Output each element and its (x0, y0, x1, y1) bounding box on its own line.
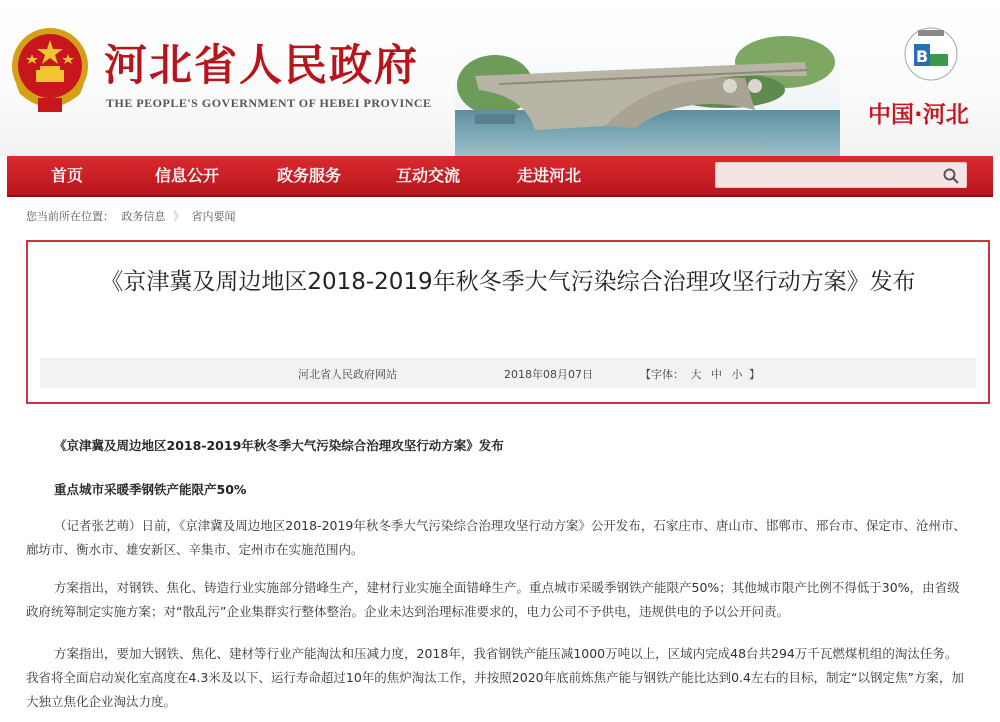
svg-text:B: B (916, 47, 929, 66)
breadcrumb (26, 208, 240, 224)
font-size-label-close: 】 (749, 368, 760, 381)
article-title: 《京津冀及周边地区2018-2019年秋冬季大气污染综合治理攻坚行动方案》发布 (100, 269, 916, 295)
article-subhead: 重点城市采暖季钢铁产能限产50% (54, 482, 247, 497)
nav-item-home[interactable]: 首页 (50, 166, 83, 185)
article-paragraph: 方案指出，对钢铁、焦化、铸造行业实施部分错峰生产，建材行业实施全面错峰生产。重点城市采暖季钢铁产能限产50%；其他城市限产比例不得低于30%，由省级政府统筹制定实施方案；对“散乱污”企业集群实行整体整治。企业未达到治理标准要求的，电力公司不予供电，违规供电的予以公开问责。 (26, 580, 960, 619)
site-header (0, 0, 1000, 156)
site-subtitle: THE PEOPLE'S GOVERNMENT OF HEBEI PROVINCE (106, 96, 432, 110)
search-icon[interactable] (942, 167, 960, 185)
national-emblem-icon (8, 24, 92, 116)
article-source: 河北省人民政府网站 (298, 368, 397, 381)
article-meta-bar (40, 358, 976, 388)
breadcrumb-link-province-news[interactable]: 省内要闻 (191, 210, 236, 223)
search-box (715, 162, 967, 188)
breadcrumb-prefix: 您当前所在位置： (26, 210, 114, 223)
font-size-label: 【字体： (640, 368, 684, 381)
nav-item-gov-services[interactable]: 政务服务 (276, 166, 341, 185)
article-lead-title: 《京津冀及周边地区2018-2019年秋冬季大气污染综合治理攻坚行动方案》发布 (54, 438, 504, 453)
region-label: 中国·河北 (868, 102, 969, 128)
nav-item-interaction[interactable]: 互动交流 (395, 166, 460, 185)
font-size-small[interactable]: 小 (731, 368, 743, 381)
nav-item-info-disclosure[interactable]: 信息公开 (154, 166, 219, 185)
china-hebei-badge-icon (896, 24, 966, 82)
breadcrumb-separator: 》 (173, 210, 184, 223)
font-size-large[interactable]: 大 (690, 368, 702, 381)
article-header (26, 240, 990, 404)
article-paragraph: （记者张艺萌）日前，《京津冀及周边地区2018-2019年秋冬季大气污染综合治理攻坚行动方案》公开发布，石家庄市、唐山市、邯郸市、邢台市、保定市、沧州市、廊坊市、衡水市、雄安新区、辛集市、定州市在实施范围内。 (26, 518, 966, 557)
stone-bridge-image (455, 30, 840, 156)
main-nav (7, 156, 993, 197)
font-size-medium[interactable]: 中 (711, 368, 722, 381)
search-input[interactable] (720, 165, 932, 185)
article-paragraph: 方案指出，要加大钢铁、焦化、建材等行业产能淘汰和压减力度，2018年，我省钢铁产能压减1000万吨以上，区域内完成48台共294万千瓦燃煤机组的淘汰任务。我省将全面启动炭化室高度在4.3米及以下、运行寿命超过10年的焦炉淘汰工作，并按照2020年底前炼焦产能与钢铁产能比达到0.4左右的目标，制定“以钢定焦”方案，加大独立焦化企业淘汰力度。 (26, 646, 964, 709)
font-size-control (640, 366, 760, 382)
nav-item-about-hebei[interactable]: 走进河北 (516, 166, 581, 185)
site-title: 河北省人民政府 (104, 41, 419, 91)
article-date: 2018年08月07日 (504, 368, 593, 381)
breadcrumb-link-gov-info[interactable]: 政务信息 (121, 210, 166, 223)
